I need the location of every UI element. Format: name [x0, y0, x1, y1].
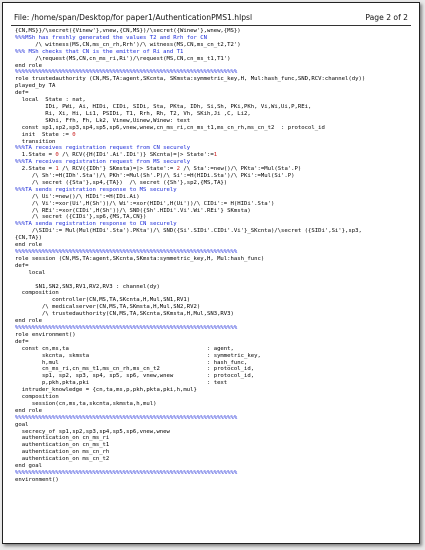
code-line: /\ secret ({Sta'},sp4,{TA}) /\ secret ({Sh'},sp2,{MS,TA})	[15, 179, 228, 186]
code-line: /\ trustedauthority(CN,MS,TA,SKcnta,SKmsta,H,Mul,SN3,RV3)	[15, 311, 234, 318]
code-line: const cn,ms,ta : agent,	[15, 345, 234, 352]
code-comment-line: %%% MSh checks that CN is the emitter of Ri and T1	[15, 48, 184, 55]
code-line: local	[15, 269, 46, 276]
code-line: role session (CN,MS,TA:agent,SKcnta,SKmsta:symmetric_key,H, Mul:hash_func)	[15, 255, 265, 262]
code-line: /\ Ui':=new()/\ HIDi':=H(IDi.Ai)	[15, 193, 140, 200]
code-line: authentication_on cn_ms_ri	[15, 435, 110, 442]
code-line: composition	[15, 394, 59, 401]
section-separator-line: %%%%%%%%%%%%%%%%%%%%%%%%%%%%%%%%%%%%%%%%%%%%%%%%%%%%%%%%%%%%%%%%%%	[15, 470, 238, 476]
section-separator-line: %%%%%%%%%%%%%%%%%%%%%%%%%%%%%%%%%%%%%%%%%%%%%%%%%%%%%%%%%%%%%%%%%%	[15, 69, 238, 76]
code-line: intruder_knowledge = {cn,ta,ms,p,pkh,pkta,pki,h,mul}	[15, 387, 197, 394]
code-listing	[15, 28, 413, 484]
code-line: SKhi, Ffh, Fh, Lk2, Vinew,Uinew,Winew: text	[15, 117, 191, 124]
header-divider	[11, 25, 411, 26]
section-separator-line: %%%%%%%%%%%%%%%%%%%%%%%%%%%%%%%%%%%%%%%%%%%%%%%%%%%%%%%%%%%%%%%%%%	[15, 249, 238, 255]
code-comment-line: %%%MSh has freshly generated the values T2 and Rrh for CN	[15, 34, 207, 41]
code-line: end role	[15, 62, 42, 69]
code-line: authentication_on ms_cn_rh	[15, 449, 110, 456]
code-line: authentication_on ms_cn_t2	[15, 456, 110, 463]
code-line: cn_ms_ri,cn_ms_t1,ms_cn_rh,ms_cn_t2 : protocol_id,	[15, 366, 255, 373]
code-line: role trustedauthority (CN,MS,TA:agent,SKcnta, SKmsta:symmetric_key,H, Mul:hash_func,SND,RCV:channel(dy))	[15, 76, 366, 83]
code-line: /\ REi':=xor(CIDi',H(Sh'))/\ SND({Sh'.HIDi'.Vi'.Wi'.REi'} SKmsta)	[15, 207, 251, 214]
code-line: 1.State = 0 /\ RCV({H(IDi'.Ai'.IDi')} SKcnta)=|> State':=1	[15, 152, 218, 159]
code-line: h,mul : hash_func,	[15, 359, 248, 366]
code-line: /\request(MS,CN,cn_ms_ri,Ri')/\request(MS,CN,cn_ms_t1,T1')	[15, 55, 231, 62]
code-line: local State : nat,	[15, 97, 86, 104]
code-comment-line: %%%TA receives registration request from CN securely	[15, 145, 191, 152]
code-line: def=	[15, 338, 29, 345]
code-line: /\SIDi':= Mul(Mul(HIDi'.Sta').PKta')/\ SND({Si'.SIDi'.CIDi'.Vi'}_SKcnta)/\secret ({SIDi',Si'},sp3,	[15, 228, 362, 235]
code-line: secrecy_of sp1,sp2,sp3,sp4,sp5,sp6,vnew,wnew	[15, 428, 170, 435]
code-line: end role	[15, 318, 42, 325]
code-comment-line: %%%TA receives registration request from MS securely	[15, 159, 191, 166]
code-line: IDi, PWi, Ai, HIDi, CIDi, SIDi, Sta, PKta, IDh, Si,Sh, PKi,PKh, Vi,Wi,Ui,P,REi,	[15, 103, 312, 110]
code-line: /\ Vi':=xor(Ui',H(Sh'))/\ Wi':=xor(HIDi',H(Ui'))/\ CIDi':= H(HIDi'.Sta')	[15, 200, 275, 207]
code-line: {CN,MS}}/\secret({Vinew'},vnew,{CN,MS})/\secret({Winew'},wnew,{MS})	[15, 28, 241, 34]
page-header	[10, 9, 412, 22]
code-line: session(cn,ms,ta,skcnta,skmsta,h,mul)	[15, 400, 157, 407]
code-line: {CN,TA})	[15, 235, 42, 242]
code-line: /\ secret ({CIDi'},sp6,{MS,TA,CN})	[15, 214, 147, 221]
code-line: def=	[15, 262, 29, 269]
code-line: transition	[15, 138, 56, 145]
code-line: SN1,SN2,SN3,RV1,RV2,RV3 : channel(dy)	[15, 283, 160, 290]
document-page	[2, 2, 420, 544]
code-line: const sp1,sp2,sp3,sp4,sp5,sp6,vnew,wnew,cn_ms_ri,cn_ms_t1,ms_cn_rh,ms_cn_t2 : protocol_id	[15, 124, 325, 131]
code-line: end role	[15, 407, 42, 414]
code-line: Ri, Xi, Hi, Li1, PSIDi, T1, Rrh, Rh, T2, Vh, SKih,Ji ,C, Li2,	[15, 110, 251, 117]
code-comment-line: %%%TA senda registration response to CN securely	[15, 221, 177, 228]
code-line: /\ witness(MS,CN,ms_cn_rh,Rrh')/\ witness(MS,CN,ms_cn_t2,T2')	[15, 41, 241, 48]
code-line: sp1, sp2, sp3, sp4, sp5, sp6, vnew,wnew : protocol_id,	[15, 373, 255, 380]
code-line: def=	[15, 90, 29, 97]
page-number-label: Page 2 of 2	[365, 13, 408, 22]
code-line: p,pkh,pkta,pki : text	[15, 380, 228, 387]
section-separator-line: %%%%%%%%%%%%%%%%%%%%%%%%%%%%%%%%%%%%%%%%%%%%%%%%%%%%%%%%%%%%%%%%%%	[15, 324, 238, 331]
code-line: role environment()	[15, 331, 76, 338]
code-comment-line: %%%TA sends registration response to MS securely	[15, 186, 177, 193]
code-line: played_by TA	[15, 83, 56, 90]
file-path-label: File: /home/span/Desktop/for paper1/AuthenticationPMS1.hlpsl	[14, 13, 253, 22]
code-line: end goal	[15, 463, 42, 470]
code-line: authentication_on cn_ms_t1	[15, 442, 110, 449]
code-line: goal	[15, 421, 29, 428]
code-line: /\ Sh':=H(IDh'.Sta')/\ PKh':=Mul(Sh'.P)/\ Si':=H(HIDi.Sta')/\ PKi':=Mul(Si'.P)	[15, 173, 295, 180]
code-line: end role	[15, 242, 42, 249]
section-separator-line: %%%%%%%%%%%%%%%%%%%%%%%%%%%%%%%%%%%%%%%%%%%%%%%%%%%%%%%%%%%%%%%%%%	[15, 414, 238, 421]
code-line	[15, 277, 413, 284]
code-line: 2.State = 1 /\ RCV({IDh'} SKmsta)=|> State':= 2 /\ Sta':=new()/\ PKta':=Mul(Sta'.P)	[15, 166, 302, 173]
code-line: environment()	[15, 476, 59, 483]
code-line: init State := 0	[15, 131, 76, 138]
code-line: composition	[15, 290, 59, 297]
code-line: skcnta, skmsta : symmetric_key,	[15, 352, 261, 359]
code-line: /\ medicalserver(CN,MS,TA,SKmsta,H,Mul,SN2,RV2)	[15, 304, 201, 311]
code-line: controller(CN,MS,TA,SKcnta,H,Mul,SN1,RV1)	[15, 297, 191, 304]
